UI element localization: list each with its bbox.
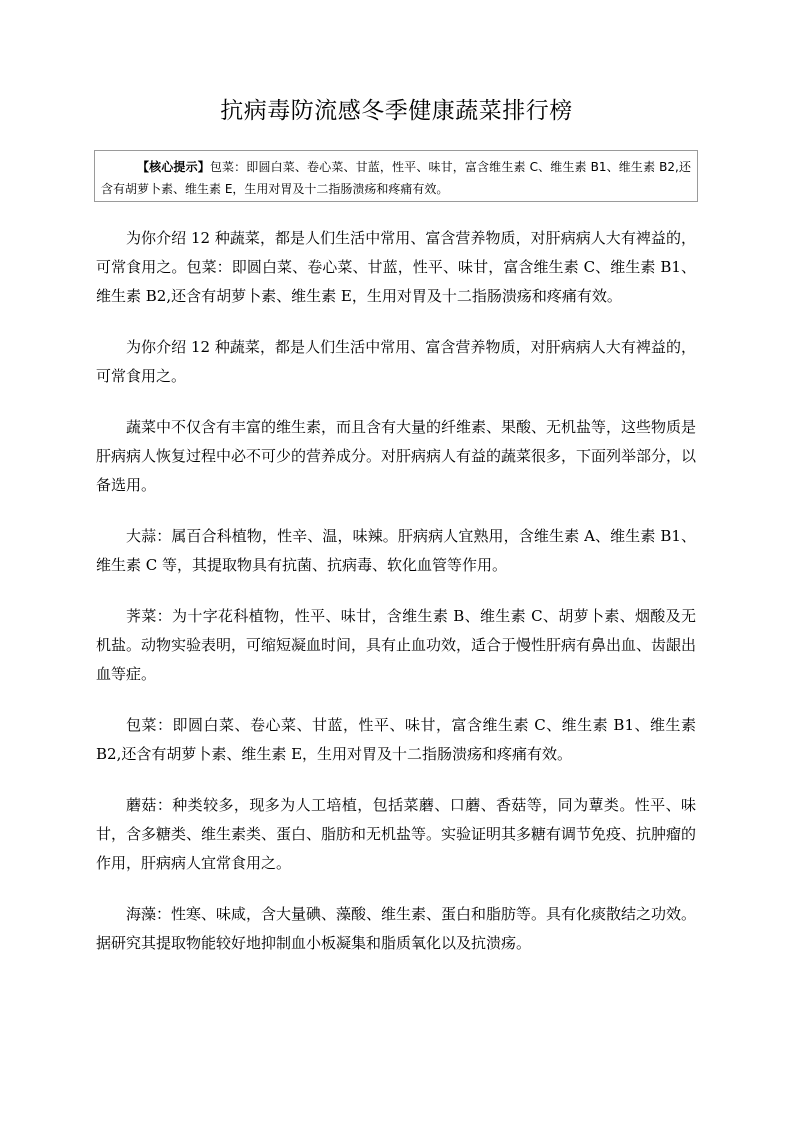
- paragraph-shepherds-purse: 荠菜：为十字花科植物，性平、味甘，含维生素 B、维生素 C、胡萝卜素、烟酸及无机盐。动物实验表明，可缩短凝血时间，具有止血功效，适合于慢性肝病有鼻出血、齿龈出血等症。: [96, 607, 697, 683]
- document-title: 抗病毒防流感冬季健康蔬菜排行榜: [220, 98, 573, 124]
- document-body: [96, 224, 696, 980]
- paragraph-vegetables-overview: 蔬菜中不仅含有丰富的维生素，而且含有大量的纤维素、果酸、无机盐等，这些物质是肝病病人恢复过程中必不可少的营养成分。对肝病病人有益的蔬菜很多，下面列举部分，以备选用。: [96, 418, 697, 494]
- paragraph-garlic: 大蒜：属百合科植物，性辛、温，味辣。肝病病人宜熟用，含维生素 A、维生素 B1、维生素 C 等，其提取物具有抗菌、抗病毒、软化血管等作用。: [96, 527, 696, 574]
- paragraph-intro: 为你介绍 12 种蔬菜，都是人们生活中常用、富含营养物质，对肝病病人大有裨益的，可常食用之。包菜：即圆白菜、卷心菜、甘蓝，性平、味甘，富含维生素 C、维生素 B1、维生素 B2,还含有胡萝卜素、维生素 E，生用对胃及十二指肠溃疡和疼痛有效。: [96, 229, 696, 305]
- core-tip-box: [94, 150, 698, 202]
- paragraph-seaweed: 海藻：性寒、味咸，含大量碘、藻酸、维生素、蛋白和脂肪等。具有化痰散结之功效。据研究其提取物能较好地抑制血小板凝集和脂质氧化以及抗溃疡。: [96, 905, 697, 952]
- paragraph-cabbage: 包菜：即圆白菜、卷心菜、甘蓝，性平、味甘，富含维生素 C、维生素 B1、维生素 B2,还含有胡萝卜素、维生素 E，生用对胃及十二指肠溃疡和疼痛有效。: [96, 716, 696, 763]
- paragraph-mushroom: 蘑菇：种类较多，现多为人工培植，包括菜蘑、口蘑、香菇等，同为蕈类。性平、味甘，含多糖类、维生素类、蛋白、脂肪和无机盐等。实验证明其多糖有调节免疫、抗肿瘤的作用，肝病病人宜常食用之。: [96, 796, 697, 872]
- core-tip-text: 包菜：即圆白菜、卷心菜、甘蓝，性平、味甘，富含维生素 C、维生素 B1、维生素 B2,还含有胡萝卜素、维生素 E，生用对胃及十二指肠溃疡和疼痛有效。: [101, 160, 691, 196]
- core-tip-label: 【核心提示】: [137, 160, 210, 174]
- paragraph-intro-repeat: 为你介绍 12 种蔬菜，都是人们生活中常用、富含营养物质，对肝病病人大有裨益的，可常食用之。: [96, 338, 696, 385]
